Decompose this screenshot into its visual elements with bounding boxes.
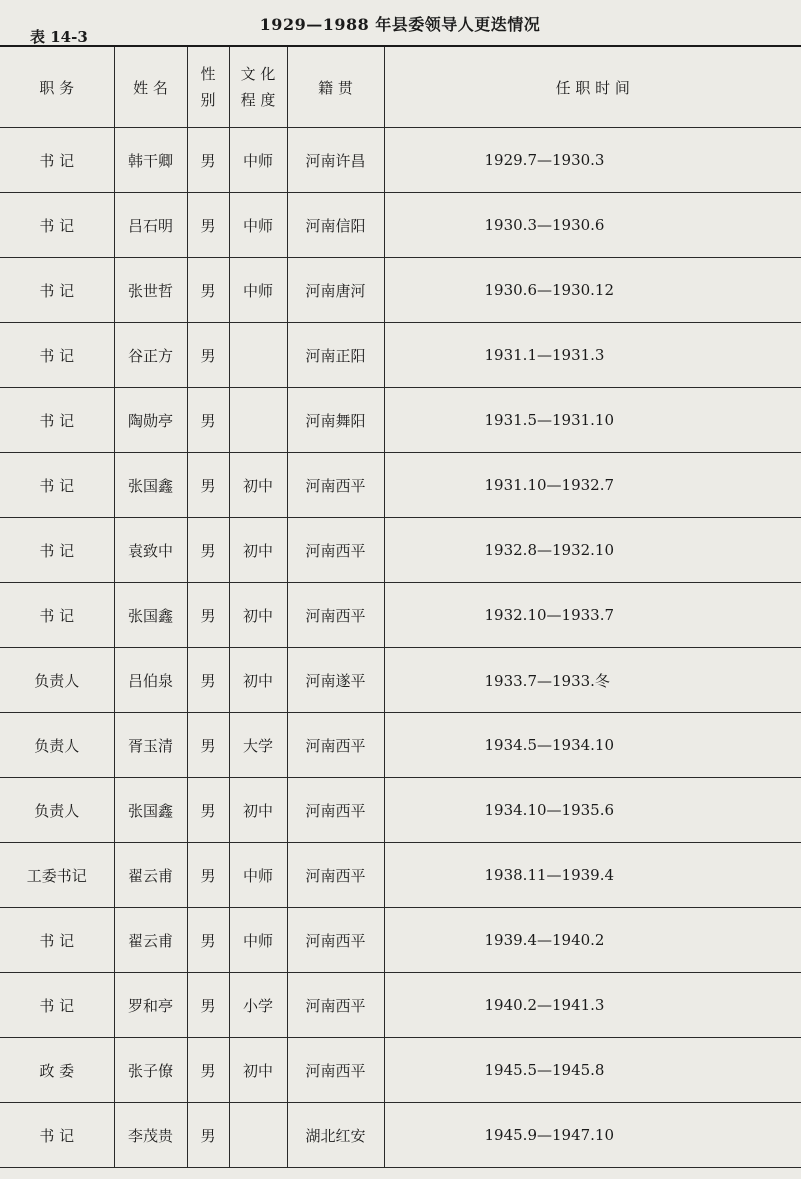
cell-sex: 男 — [187, 973, 229, 1038]
table-row — [0, 258, 801, 323]
table-row — [0, 453, 801, 518]
cell-position: 书 记 — [0, 323, 114, 388]
table-row — [0, 778, 801, 843]
cell-term: 1945.5—1945.8 — [384, 1038, 801, 1103]
table-row — [0, 323, 801, 388]
cell-term: 1931.10—1932.7 — [384, 453, 801, 518]
table-body — [0, 128, 801, 1168]
cell-education: 小学 — [229, 973, 287, 1038]
cell-education: 中师 — [229, 843, 287, 908]
table-header-row — [0, 46, 801, 128]
cell-native-place: 河南舞阳 — [287, 388, 384, 453]
cell-name: 张国鑫 — [114, 583, 187, 648]
cell-term: 1939.4—1940.2 — [384, 908, 801, 973]
cell-position: 负责人 — [0, 648, 114, 713]
cell-term: 1932.10—1933.7 — [384, 583, 801, 648]
table-row — [0, 843, 801, 908]
cell-native-place: 河南遂平 — [287, 648, 384, 713]
cell-term: 1934.5—1934.10 — [384, 713, 801, 778]
cell-sex: 男 — [187, 1103, 229, 1168]
cell-name: 袁致中 — [114, 518, 187, 583]
cell-position: 工委书记 — [0, 843, 114, 908]
cell-education: 中师 — [229, 193, 287, 258]
cell-sex: 男 — [187, 648, 229, 713]
cell-education: 初中 — [229, 518, 287, 583]
cell-education: 中师 — [229, 128, 287, 193]
cell-position: 书 记 — [0, 973, 114, 1038]
cell-education: 初中 — [229, 648, 287, 713]
header-education-line2: 程 度 — [240, 91, 276, 109]
header-sex-line2: 别 — [200, 91, 216, 109]
cell-native-place: 河南西平 — [287, 843, 384, 908]
cell-name: 陶勋亭 — [114, 388, 187, 453]
table-row — [0, 388, 801, 453]
cell-name: 胥玉清 — [114, 713, 187, 778]
cell-position: 书 记 — [0, 128, 114, 193]
cell-position: 负责人 — [0, 778, 114, 843]
leaders-table — [0, 45, 801, 1168]
header-sex-line1: 性 — [200, 65, 216, 83]
page-title: 1929—1988 年县委领导人更迭情况 — [259, 15, 541, 34]
cell-sex: 男 — [187, 1038, 229, 1103]
header-position: 职 务 — [0, 46, 114, 128]
cell-name: 李茂贵 — [114, 1103, 187, 1168]
cell-term: 1930.3—1930.6 — [384, 193, 801, 258]
cell-sex: 男 — [187, 193, 229, 258]
cell-native-place: 河南信阳 — [287, 193, 384, 258]
cell-name: 翟云甫 — [114, 908, 187, 973]
cell-native-place: 河南正阳 — [287, 323, 384, 388]
cell-native-place: 河南西平 — [287, 583, 384, 648]
table-row — [0, 518, 801, 583]
cell-sex: 男 — [187, 323, 229, 388]
cell-sex: 男 — [187, 713, 229, 778]
cell-sex: 男 — [187, 388, 229, 453]
cell-position: 书 记 — [0, 908, 114, 973]
cell-native-place: 湖北红安 — [287, 1103, 384, 1168]
table-row — [0, 1103, 801, 1168]
cell-sex: 男 — [187, 843, 229, 908]
cell-term: 1940.2—1941.3 — [384, 973, 801, 1038]
cell-position: 书 记 — [0, 258, 114, 323]
cell-name: 韩干卿 — [114, 128, 187, 193]
cell-education: 中师 — [229, 908, 287, 973]
cell-position: 书 记 — [0, 193, 114, 258]
cell-term: 1929.7—1930.3 — [384, 128, 801, 193]
cell-term: 1933.7—1933.冬 — [384, 648, 801, 713]
cell-native-place: 河南西平 — [287, 453, 384, 518]
cell-position: 政 委 — [0, 1038, 114, 1103]
header-name: 姓 名 — [114, 46, 187, 128]
cell-education: 中师 — [229, 258, 287, 323]
cell-name: 吕石明 — [114, 193, 187, 258]
cell-name: 张国鑫 — [114, 453, 187, 518]
cell-position: 书 记 — [0, 583, 114, 648]
table-row — [0, 713, 801, 778]
cell-term: 1931.1—1931.3 — [384, 323, 801, 388]
cell-term: 1930.6—1930.12 — [384, 258, 801, 323]
cell-sex: 男 — [187, 583, 229, 648]
cell-name: 张子僚 — [114, 1038, 187, 1103]
table-row — [0, 128, 801, 193]
cell-sex: 男 — [187, 778, 229, 843]
cell-name: 张国鑫 — [114, 778, 187, 843]
cell-native-place: 河南西平 — [287, 973, 384, 1038]
cell-native-place: 河南唐河 — [287, 258, 384, 323]
table-row — [0, 908, 801, 973]
cell-term: 1945.9—1947.10 — [384, 1103, 801, 1168]
cell-name: 张世哲 — [114, 258, 187, 323]
table-row — [0, 583, 801, 648]
cell-education — [229, 323, 287, 388]
cell-native-place: 河南西平 — [287, 518, 384, 583]
cell-native-place: 河南许昌 — [287, 128, 384, 193]
cell-education: 初中 — [229, 778, 287, 843]
cell-sex: 男 — [187, 518, 229, 583]
table-row — [0, 973, 801, 1038]
cell-position: 书 记 — [0, 1103, 114, 1168]
cell-term: 1931.5—1931.10 — [384, 388, 801, 453]
cell-sex: 男 — [187, 128, 229, 193]
cell-education: 初中 — [229, 1038, 287, 1103]
cell-position: 书 记 — [0, 518, 114, 583]
header-sex — [187, 46, 229, 128]
cell-position: 书 记 — [0, 453, 114, 518]
cell-term: 1938.11—1939.4 — [384, 843, 801, 908]
cell-sex: 男 — [187, 908, 229, 973]
cell-name: 罗和亭 — [114, 973, 187, 1038]
cell-sex: 男 — [187, 453, 229, 518]
cell-name: 吕伯泉 — [114, 648, 187, 713]
table-row — [0, 648, 801, 713]
cell-native-place: 河南西平 — [287, 1038, 384, 1103]
cell-native-place: 河南西平 — [287, 908, 384, 973]
header-term: 任 职 时 间 — [384, 46, 801, 128]
header-education — [229, 46, 287, 128]
header-education-line1: 文 化 — [240, 65, 276, 83]
cell-education — [229, 388, 287, 453]
table-row — [0, 1038, 801, 1103]
cell-sex: 男 — [187, 258, 229, 323]
cell-name: 谷正方 — [114, 323, 187, 388]
cell-education: 初中 — [229, 453, 287, 518]
header-native-place: 籍 贯 — [287, 46, 384, 128]
cell-term: 1934.10—1935.6 — [384, 778, 801, 843]
cell-name: 翟云甫 — [114, 843, 187, 908]
cell-education: 初中 — [229, 583, 287, 648]
cell-native-place: 河南西平 — [287, 713, 384, 778]
cell-position: 负责人 — [0, 713, 114, 778]
table-row — [0, 193, 801, 258]
table-label: 表 14-3 — [30, 28, 88, 46]
cell-term: 1932.8—1932.10 — [384, 518, 801, 583]
cell-education — [229, 1103, 287, 1168]
cell-education: 大学 — [229, 713, 287, 778]
cell-native-place: 河南西平 — [287, 778, 384, 843]
cell-position: 书 记 — [0, 388, 114, 453]
